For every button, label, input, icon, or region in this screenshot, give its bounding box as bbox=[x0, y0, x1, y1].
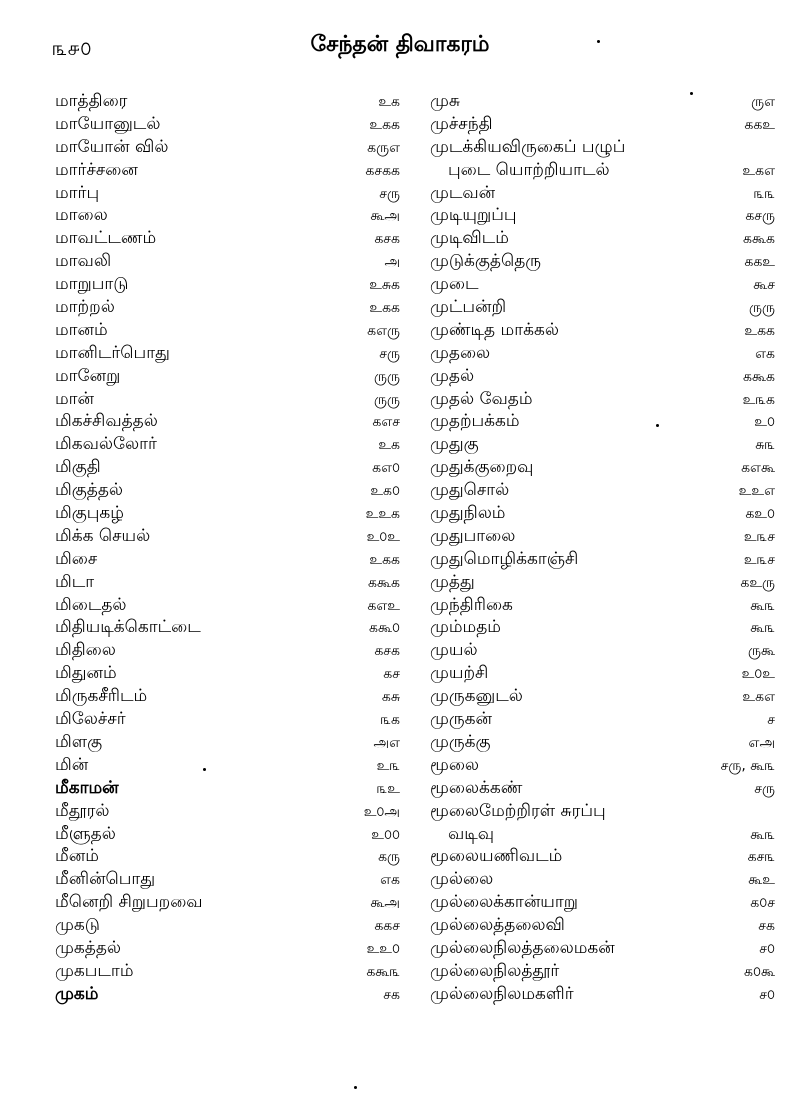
entry-ref: ருஎ bbox=[751, 94, 775, 110]
entry-ref: ககச bbox=[374, 918, 400, 935]
index-entry bbox=[430, 937, 775, 960]
index-entry bbox=[430, 227, 775, 250]
entry-term: மான் bbox=[55, 388, 95, 409]
index-column-left bbox=[55, 90, 400, 1006]
index-entry bbox=[55, 868, 400, 891]
index-entry bbox=[430, 365, 775, 388]
entry-ref: உ௦உ bbox=[741, 666, 775, 683]
entry-term: மீளுதல் bbox=[55, 823, 116, 844]
entry-term: முசு bbox=[430, 91, 460, 111]
entry-term: மாயோன் வில் bbox=[55, 136, 169, 157]
entry-ref: உக bbox=[378, 94, 400, 110]
index-entry bbox=[430, 754, 775, 777]
entry-term: மீதூரல் bbox=[55, 800, 110, 821]
entry-term: முதல் bbox=[430, 365, 475, 386]
entry-term: முகபடாம் bbox=[55, 960, 134, 981]
index-entry bbox=[55, 342, 400, 365]
entry-term: புடை யொற்றியாடல் bbox=[448, 159, 610, 180]
index-entry bbox=[55, 960, 400, 983]
entry-ref: ச௦ bbox=[759, 940, 775, 957]
index-entry bbox=[55, 296, 400, 319]
entry-ref: உ௦௦ bbox=[371, 826, 400, 843]
entry-ref: ச bbox=[767, 712, 775, 729]
index-entry bbox=[55, 456, 400, 479]
page-number: ௩௪௦ bbox=[52, 36, 92, 60]
index-entry bbox=[55, 845, 400, 868]
entry-ref: ருரு bbox=[374, 391, 400, 408]
entry-ref: கூஅ bbox=[370, 208, 400, 225]
entry-ref: உ௩க bbox=[742, 391, 775, 408]
index-entry bbox=[55, 204, 400, 227]
index-entry bbox=[430, 182, 775, 205]
entry-term: முல்லைநிலத்தலைமகன் bbox=[430, 937, 615, 958]
entry-ref: எஅ bbox=[748, 734, 775, 751]
entry-ref: உகக bbox=[369, 551, 400, 568]
entry-term: மிதிலை bbox=[55, 640, 116, 661]
entry-ref: கஉ௦ bbox=[745, 506, 775, 523]
entry-ref: சரு bbox=[379, 185, 400, 202]
index-entry bbox=[55, 319, 400, 342]
print-speck bbox=[656, 424, 659, 427]
entry-term: முண்டித மாக்கல் bbox=[430, 319, 559, 340]
index-entry bbox=[55, 662, 400, 685]
entry-ref: உகக bbox=[369, 300, 400, 317]
entry-term: மீகாமன் bbox=[55, 777, 119, 798]
entry-ref: உ௦அ bbox=[363, 803, 400, 820]
entry-term: முடுக்குத்தெரு bbox=[430, 251, 542, 272]
index-entry bbox=[55, 250, 400, 273]
entry-term: மார்ச்சனை bbox=[55, 159, 138, 180]
entry-ref: ச௦ bbox=[759, 986, 775, 1003]
entry-ref: கஎ௦ bbox=[372, 460, 400, 477]
index-entry bbox=[55, 754, 400, 777]
index-entry bbox=[55, 891, 400, 914]
entry-ref: ருரு bbox=[374, 368, 400, 385]
entry-term: முடக்கியவிருகைப் பழுப் bbox=[430, 136, 626, 157]
index-entry bbox=[55, 113, 400, 136]
index-entry bbox=[55, 594, 400, 617]
entry-term: முகத்தல் bbox=[55, 937, 122, 958]
index-entry bbox=[430, 731, 775, 754]
index-entry bbox=[55, 777, 400, 800]
entry-term: முயல் bbox=[430, 640, 478, 661]
entry-term: மானிடர்பொது bbox=[55, 342, 170, 363]
entry-ref: ககூக bbox=[743, 231, 775, 248]
entry-ref: உ௦ bbox=[754, 414, 775, 431]
entry-term: மிடைதல் bbox=[55, 594, 127, 615]
entry-ref: ருகூ bbox=[747, 643, 775, 660]
entry-ref: உஉக bbox=[365, 506, 400, 523]
entry-term: முதுக்குறைவு bbox=[430, 457, 534, 478]
entry-ref: உஉ௦ bbox=[366, 940, 400, 957]
entry-term: மாற்றல் bbox=[55, 297, 115, 318]
index-entry bbox=[55, 365, 400, 388]
index-entry bbox=[55, 731, 400, 754]
entry-term: மூலையணிவடம் bbox=[430, 846, 563, 867]
index-entry bbox=[430, 868, 775, 891]
index-entry bbox=[55, 914, 400, 937]
entry-term: மிகுபுகழ் bbox=[55, 503, 124, 524]
index-entry bbox=[430, 891, 775, 914]
index-entry bbox=[430, 983, 775, 1006]
entry-ref: கரு bbox=[378, 849, 400, 866]
entry-ref: கசகக bbox=[365, 162, 400, 179]
entry-term: மிகுதி bbox=[55, 457, 101, 478]
entry-ref: கஎச bbox=[372, 414, 400, 431]
index-entry bbox=[55, 616, 400, 639]
entry-term: முதற்பக்கம் bbox=[430, 411, 520, 432]
entry-ref: எக bbox=[380, 872, 400, 889]
index-entry bbox=[430, 708, 775, 731]
entry-term: மூலைமேற்றிரள் சுரப்பு bbox=[430, 800, 606, 821]
entry-ref: கூஉ bbox=[748, 872, 775, 889]
entry-term: முல்லைத்தலைவி bbox=[430, 915, 565, 936]
index-entry bbox=[430, 639, 775, 662]
entry-ref: சரு, கூ௩ bbox=[720, 757, 775, 774]
index-entry bbox=[55, 182, 400, 205]
entry-ref: உகக bbox=[744, 322, 775, 339]
entry-term: முடிவிடம் bbox=[430, 228, 509, 249]
entry-ref: கஎரு bbox=[367, 322, 400, 339]
index-entry bbox=[430, 342, 775, 365]
entry-term: மாவலி bbox=[55, 251, 112, 272]
index-entry bbox=[430, 571, 775, 594]
entry-term: முந்திரிகை bbox=[430, 594, 513, 615]
index-entry bbox=[55, 983, 400, 1006]
index-entry bbox=[55, 479, 400, 502]
index-entry bbox=[430, 594, 775, 617]
index-entry bbox=[55, 410, 400, 433]
entry-ref: ௩௩ bbox=[753, 185, 775, 202]
entry-term: முருகன் bbox=[430, 709, 492, 730]
entry-ref: கூ௩ bbox=[750, 826, 775, 843]
entry-ref: க௦கூ bbox=[744, 963, 775, 980]
index-entry bbox=[430, 845, 775, 868]
index-entry bbox=[430, 113, 775, 136]
entry-ref: கசக bbox=[374, 643, 400, 660]
entry-term: முடியுறுப்பு bbox=[430, 205, 517, 226]
entry-term: மும்மதம் bbox=[430, 617, 501, 638]
entry-ref: உக௦ bbox=[370, 483, 400, 500]
index-entry bbox=[55, 433, 400, 456]
index-entry bbox=[430, 960, 775, 983]
entry-ref: சரு bbox=[754, 780, 775, 797]
entry-ref: ககூ௩ bbox=[366, 963, 400, 980]
entry-ref: கஎகூ bbox=[741, 460, 775, 477]
entry-ref: சு௩ bbox=[755, 437, 775, 454]
index-entry bbox=[55, 708, 400, 731]
print-speck bbox=[354, 1086, 357, 1089]
index-entry bbox=[430, 525, 775, 548]
index-entry bbox=[55, 136, 400, 159]
entry-term: மிருகசீரிடம் bbox=[55, 686, 148, 707]
index-entry bbox=[430, 548, 775, 571]
entry-ref: கசரு bbox=[745, 208, 775, 225]
print-speck bbox=[690, 92, 693, 95]
entry-ref: எக bbox=[755, 345, 775, 362]
index-entry bbox=[430, 433, 775, 456]
entry-ref: சக bbox=[383, 986, 400, 1003]
index-entry bbox=[430, 502, 775, 525]
index-entry bbox=[55, 639, 400, 662]
entry-ref: உ௦உ bbox=[366, 528, 400, 545]
entry-ref: ககஉ bbox=[744, 116, 775, 133]
entry-term: மூலை bbox=[430, 754, 480, 775]
entry-term: மீனெறி சிறுபறவை bbox=[55, 892, 203, 913]
entry-ref: உக bbox=[378, 437, 400, 454]
entry-term: முருகனுடல் bbox=[430, 686, 523, 707]
entry-ref: கூச bbox=[753, 277, 775, 294]
index-entry bbox=[55, 388, 400, 411]
entry-ref: உகஎ bbox=[742, 689, 775, 706]
index-entry bbox=[430, 273, 775, 296]
entry-term: மிளகு bbox=[55, 731, 103, 752]
index-entry bbox=[55, 571, 400, 594]
entry-ref: கசக bbox=[374, 231, 400, 248]
index-entry bbox=[430, 319, 775, 342]
index-entry bbox=[430, 296, 775, 319]
index-column-right bbox=[430, 90, 775, 1006]
page-title: சேந்தன் திவாகரம் bbox=[310, 32, 490, 57]
entry-term: மிகுத்தல் bbox=[55, 480, 123, 501]
entry-term: முல்லைநிலமகளிர் bbox=[430, 983, 574, 1004]
entry-term: முச்சந்தி bbox=[430, 113, 493, 134]
index-entry bbox=[55, 227, 400, 250]
entry-term: மூலைக்கண் bbox=[430, 777, 523, 798]
entry-ref: கூ௩ bbox=[750, 597, 775, 614]
entry-term: முதுகு bbox=[430, 434, 479, 455]
entry-ref: கருஎ bbox=[367, 139, 400, 156]
index-entry bbox=[55, 823, 400, 846]
index-entry bbox=[430, 662, 775, 685]
entry-term: முல்லைக்கான்யாறு bbox=[430, 892, 578, 913]
entry-term: முகம் bbox=[55, 983, 99, 1004]
print-speck bbox=[203, 768, 206, 771]
entry-ref: கச bbox=[383, 666, 400, 683]
entry-ref: ௩உ bbox=[376, 780, 400, 797]
entry-term: முல்லைநிலத்தூர் bbox=[430, 960, 560, 981]
index-entry bbox=[55, 525, 400, 548]
entry-ref: உ௩ச bbox=[743, 528, 775, 545]
entry-term: மிடா bbox=[55, 571, 95, 592]
index-entry bbox=[430, 159, 775, 182]
entry-term: முட்பன்றி bbox=[430, 297, 507, 318]
entry-term: முதுபாலை bbox=[430, 525, 516, 546]
entry-term: மின் bbox=[55, 754, 89, 775]
entry-ref: உஉஎ bbox=[738, 483, 775, 500]
entry-ref: ருரு bbox=[749, 300, 775, 317]
entry-ref: ௩க bbox=[380, 712, 400, 729]
entry-ref: உகக bbox=[369, 116, 400, 133]
entry-term: மீனின்பொது bbox=[55, 869, 156, 890]
entry-ref: கூஅ bbox=[370, 895, 400, 912]
index-entry bbox=[430, 410, 775, 433]
entry-ref: ககூ௦ bbox=[369, 620, 400, 637]
entry-ref: உசுக bbox=[369, 277, 400, 294]
entry-term: முத்து bbox=[430, 571, 475, 592]
entry-ref: ககூக bbox=[368, 574, 400, 591]
entry-term: முயற்சி bbox=[430, 663, 489, 684]
entry-ref: உ௩ச bbox=[743, 551, 775, 568]
index-entry bbox=[55, 90, 400, 113]
entry-term: மீனம் bbox=[55, 846, 99, 867]
entry-term: முதுசொல் bbox=[430, 480, 510, 501]
entry-ref: உகஎ bbox=[742, 162, 775, 179]
entry-ref: சரு bbox=[379, 345, 400, 362]
entry-ref: உ௩ bbox=[376, 757, 400, 774]
index-entry bbox=[430, 823, 775, 846]
entry-ref: அஎ bbox=[373, 734, 400, 751]
entry-term: மிசை bbox=[55, 548, 98, 569]
entry-term: மாறுபாடு bbox=[55, 274, 129, 295]
entry-term: மாத்திரை bbox=[55, 91, 128, 111]
index-entry bbox=[430, 136, 775, 159]
entry-term: மானேறு bbox=[55, 365, 121, 386]
entry-ref: ககஉ bbox=[744, 254, 775, 271]
entry-ref: கஎஉ bbox=[367, 597, 400, 614]
index-entry bbox=[55, 159, 400, 182]
entry-term: முடை bbox=[430, 274, 479, 295]
entry-term: முதுமொழிக்காஞ்சி bbox=[430, 548, 579, 569]
index-entry bbox=[430, 388, 775, 411]
entry-term: மிதுனம் bbox=[55, 663, 117, 684]
entry-term: முகடு bbox=[55, 915, 100, 936]
index-entry bbox=[430, 479, 775, 502]
entry-ref: கசு bbox=[381, 689, 400, 706]
entry-ref: அ bbox=[384, 254, 400, 271]
entry-term: வடிவு bbox=[448, 823, 495, 844]
entry-term: மிக்க செயல் bbox=[55, 525, 151, 546]
index-entry bbox=[55, 548, 400, 571]
entry-term: முதுநிலம் bbox=[430, 503, 506, 524]
entry-ref: க௦ச bbox=[750, 895, 775, 912]
entry-term: முதல் வேதம் bbox=[430, 388, 533, 409]
entry-ref: கூ௩ bbox=[750, 620, 775, 637]
index-entry bbox=[430, 914, 775, 937]
index-entry bbox=[430, 204, 775, 227]
entry-term: மானம் bbox=[55, 319, 108, 340]
index-entry bbox=[55, 273, 400, 296]
index-entry bbox=[55, 502, 400, 525]
index-entry bbox=[430, 456, 775, 479]
entry-term: முதலை bbox=[430, 342, 491, 363]
index-entry bbox=[430, 250, 775, 273]
index-entry bbox=[55, 685, 400, 708]
entry-ref: ககூக bbox=[743, 368, 775, 385]
entry-term: மிகச்சிவத்தல் bbox=[55, 411, 158, 432]
entry-term: மிலேச்சர் bbox=[55, 709, 126, 730]
entry-ref: கஉரு bbox=[740, 574, 775, 591]
index-entry bbox=[430, 777, 775, 800]
entry-term: முருக்கு bbox=[430, 731, 491, 752]
entry-term: மார்பு bbox=[55, 182, 100, 203]
entry-term: முடவன் bbox=[430, 182, 496, 203]
index-entry bbox=[430, 685, 775, 708]
entry-term: மிகவல்லோர் bbox=[55, 434, 157, 455]
print-speck bbox=[597, 40, 600, 43]
entry-term: முல்லை bbox=[430, 869, 494, 890]
index-entry bbox=[430, 800, 775, 823]
entry-term: மாவட்டணம் bbox=[55, 228, 157, 249]
index-entry bbox=[55, 937, 400, 960]
entry-term: மாலை bbox=[55, 205, 108, 226]
entry-ref: கச௩ bbox=[747, 849, 775, 866]
entry-term: மிதியடிக்கொட்டை bbox=[55, 617, 201, 638]
index-entry bbox=[55, 800, 400, 823]
index-entry bbox=[430, 90, 775, 113]
index-entry bbox=[430, 616, 775, 639]
entry-term: மாயோனுடல் bbox=[55, 113, 161, 134]
entry-ref: சக bbox=[758, 918, 775, 935]
